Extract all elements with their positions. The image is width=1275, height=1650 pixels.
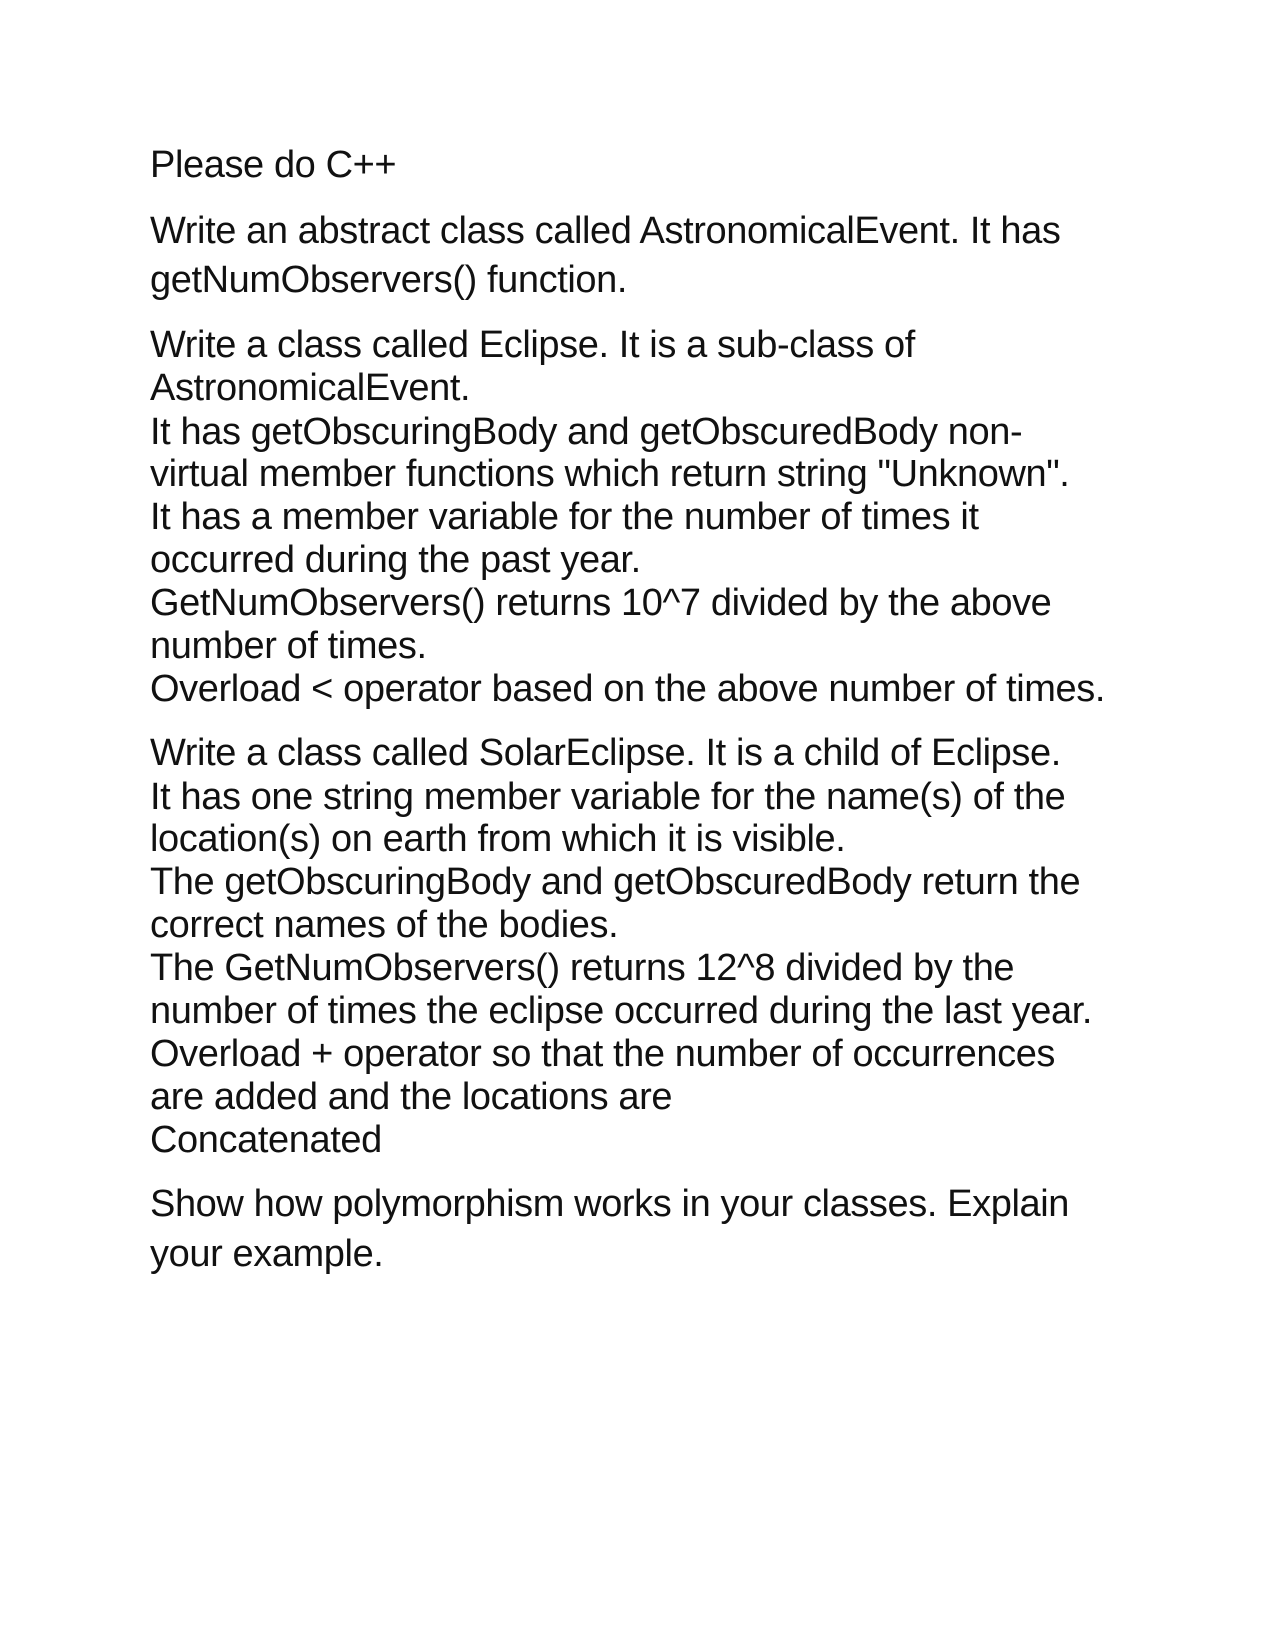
text-line: GetNumObservers() returns 10^7 divided by the above [150, 582, 1052, 624]
document-heading: Please do C++ [150, 144, 397, 186]
text-line: Write an abstract class called AstronomicalEvent. It has [150, 210, 1061, 252]
text-line: It has one string member variable for the name(s) of the [150, 776, 1066, 818]
text-line: Write a class called SolarEclipse. It is a child of Eclipse. [150, 732, 1061, 774]
text-line: The getObscuringBody and getObscuredBody return the [150, 861, 1081, 903]
text-line: occurred during the past year. [150, 539, 641, 581]
text-line: Show how polymorphism works in your classes. Explain [150, 1183, 1070, 1225]
text-line: AstronomicalEvent. [150, 367, 471, 409]
text-line: correct names of the bodies. [150, 904, 619, 946]
text-line: It has a member variable for the number of times it [150, 496, 979, 538]
text-line: getNumObservers() function. [150, 259, 628, 301]
text-line: The GetNumObservers() returns 12^8 divided by the [150, 947, 1015, 989]
text-line: your example. [150, 1233, 384, 1275]
text-line: virtual member functions which return string "Unknown". [150, 453, 1070, 495]
text-line: are added and the locations are [150, 1076, 673, 1118]
text-line: location(s) on earth from which it is visible. [150, 818, 846, 860]
text-line: Concatenated [150, 1119, 382, 1161]
text-line: It has getObscuringBody and getObscuredBody non- [150, 411, 1023, 453]
text-line: Overload < operator based on the above number of times. [150, 668, 1105, 710]
text-line: number of times. [150, 625, 427, 667]
text-line: number of times the eclipse occurred during the last year. [150, 990, 1093, 1032]
text-line: Overload + operator so that the number of occurrences [150, 1033, 1056, 1075]
text-line: Write a class called Eclipse. It is a sub-class of [150, 324, 915, 366]
